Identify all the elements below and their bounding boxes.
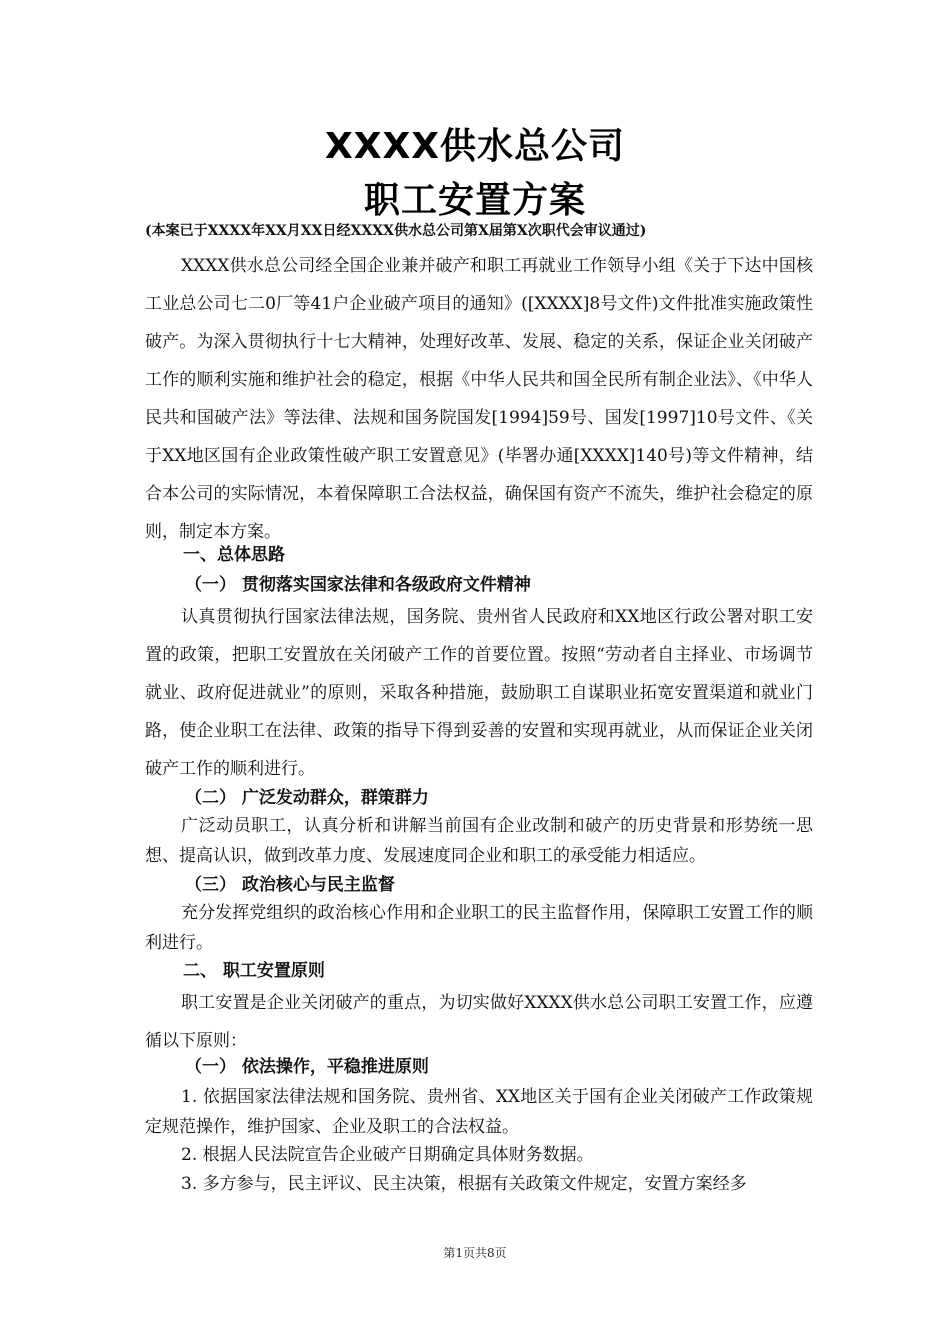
- section1-sub3-paragraph: 充分发挥党组织的政治核心作用和企业职工的民主监督作用，保障职工安置工作的顺利进行。: [145, 903, 813, 953]
- approval-note: (本案已于XXXX年XX月XX日经XXXX供水总公司第X届第X次职代会审议通过): [145, 223, 647, 239]
- section1-sub3-heading: （三） 政治核心与民主监督: [185, 875, 395, 895]
- document-title-line2: 职工安置方案: [363, 180, 586, 221]
- section2-paragraph: 职工安置是企业关闭破产的重点，为切实做好XXXX供水总公司职工安置工作，应遵循以下原则：: [145, 993, 813, 1051]
- section2-heading: 二、 职工安置原则: [183, 961, 325, 981]
- section1-sub1-paragraph: 认真贯彻执行国家法律法规，国务院、贵州省人民政府和XX地区行政公署对职工安置的政策，把职工安置放在关闭破产工作的首要位置。按照“劳动者自主择业、市场调节就业、政府促进就业”的原则，采取各种措施，鼓励职工自谋职业拓宽安置渠道和就业门路，使企业职工在法律、政策的指导下得到妥善的安置和实现再就业，从而保证企业关闭破产工作的顺利进行。: [145, 607, 813, 779]
- section2-sub1-heading: （一） 依法操作，平稳推进原则: [185, 1057, 429, 1077]
- section1-sub2-heading: （二） 广泛发动群众，群策群力: [185, 788, 429, 808]
- page-footer: 第1页共8页: [443, 1246, 507, 1260]
- list-item-1: 1. 依据国家法律法规和国务院、贵州省、XX地区关于国有企业关闭破产工作政策规定规范操作，维护国家、企业及职工的合法权益。: [145, 1087, 813, 1137]
- intro-paragraph: XXXX供水总公司经全国企业兼并破产和职工再就业工作领导小组《关于下达中国核工业总公司七二0厂等41户企业破产项目的通知》([XXXX]8号文件)文件批准实施政策性破产。为深入贯彻执行十七大精神，处理好改革、发展、稳定的关系，保证企业关闭破产工作的顺利实施和维护社会的稳定，根据《中华人民共和国全民所有制企业法》、《中华人民共和国破产法》等法律、法规和国务院国发[1994]59号、国发[1997]10号文件、《关于XX地区国有企业政策性破产职工安置意见》(毕署办通[XXXX]140号)等文件精神，结合本公司的实际情况，本着保障职工合法权益，确保国有资产不流失，维护社会稳定的原则，制定本方案。: [145, 256, 813, 542]
- list-item-2: 2. 根据人民法院宣告企业破产日期确定具体财务数据。: [181, 1145, 594, 1165]
- list-item-3: 3. 多方参与，民主评议、民主决策，根据有关政策文件规定，安置方案经多: [181, 1174, 747, 1194]
- document-title-line1: XXXX供水总公司: [324, 126, 626, 167]
- section1-sub1-heading: （一） 贯彻落实国家法律和各级政府文件精神: [185, 575, 531, 595]
- section1-heading: 一、总体思路: [183, 545, 285, 565]
- section1-sub2-paragraph: 广泛动员职工，认真分析和讲解当前国有企业改制和破产的历史背景和形势统一思想、提高认识，做到改革力度、发展速度同企业和职工的承受能力相适应。: [145, 816, 813, 866]
